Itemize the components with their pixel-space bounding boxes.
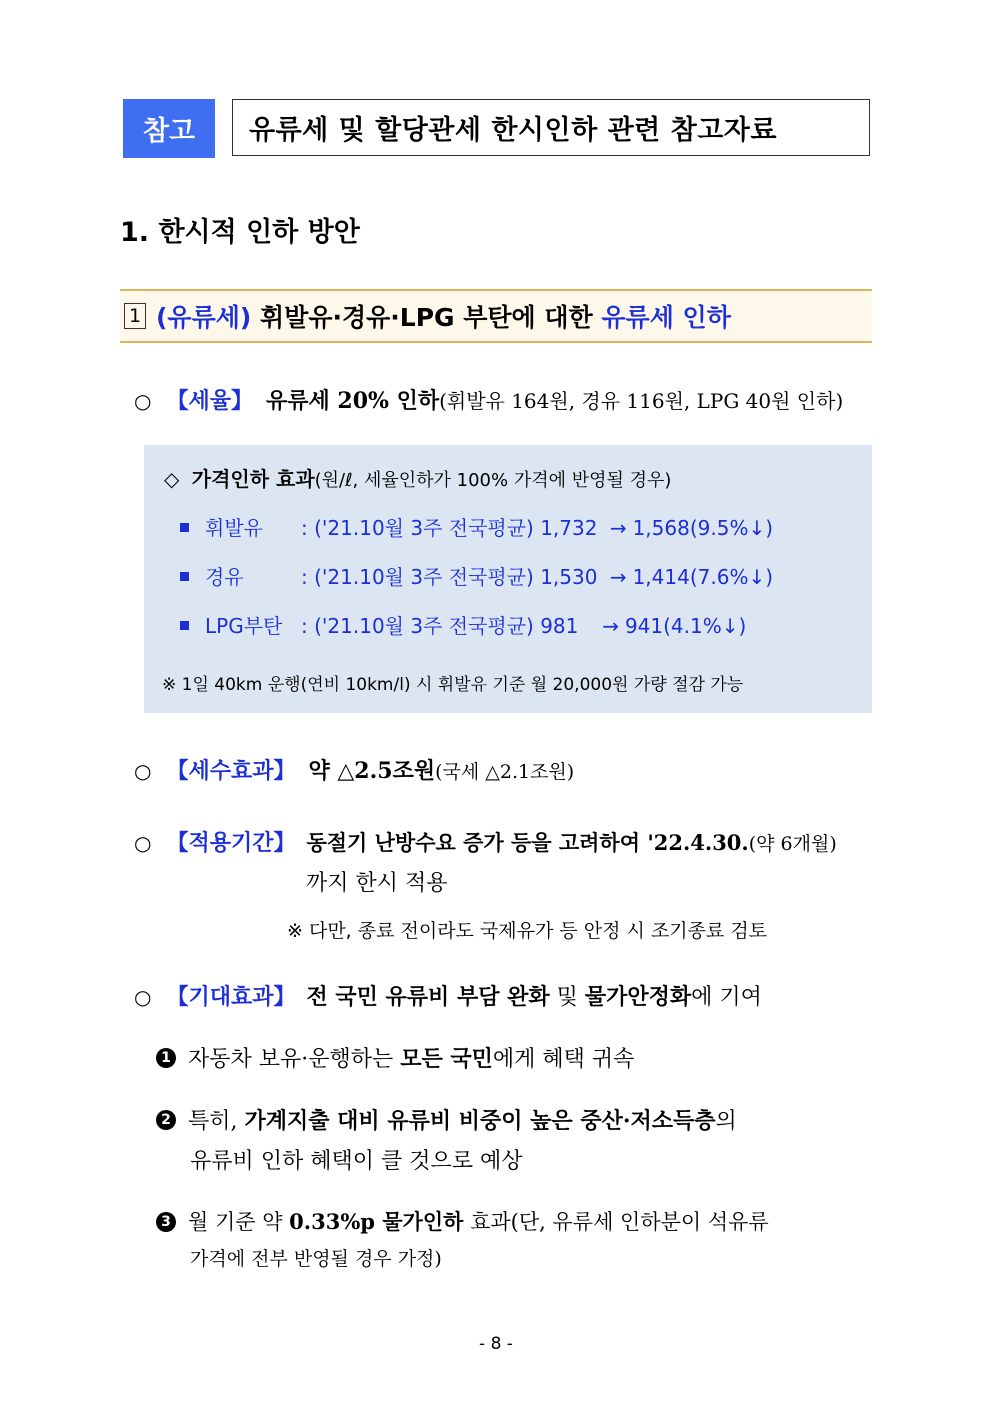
square-bullet-icon: [180, 572, 189, 581]
price-before: 1,530: [540, 565, 598, 589]
subsection-label-highlight: 유류세 인하: [601, 303, 731, 332]
price-before: 1,732: [540, 516, 598, 540]
fuel-name: LPG부탄: [205, 614, 283, 638]
expected-point-2-line-2: 유류비 인하 혜택이 클 것으로 예상: [190, 1149, 523, 1174]
period-line-2: 까지 한시 적용: [306, 871, 448, 896]
point-post: 효과(단, 유류세 인하분이 석유류: [463, 1210, 769, 1234]
diamond-icon: ◇: [164, 467, 180, 491]
expected-bold-1: 전 국민 유류비 부담 완화: [306, 984, 550, 1010]
period-note: ※ 다만, 종료 전이라도 국제유가 등 안정 시 조기종료 검토: [287, 920, 768, 942]
price-row-diesel: [180, 561, 773, 590]
square-bullet-icon: [180, 523, 189, 532]
expected-key: 【기대효과】: [166, 985, 296, 1010]
tax-rate-detail: (휘발유 164원, 경유 116원, LPG 40원 인하): [439, 389, 844, 413]
revenue-key: 【세수효과】: [166, 759, 296, 784]
price-effect-heading: [164, 463, 671, 492]
number-1-icon: 1: [156, 1048, 176, 1068]
bullet-circle: ○: [134, 831, 152, 855]
section-title: 1. 한시적 인하 방안: [120, 217, 360, 248]
price-period: ('21.10월 3주 전국평균): [314, 565, 534, 589]
point-bold: 가계지출 대비 유류비 비중이 높은 중산·저소득층: [244, 1108, 716, 1134]
subsection-number: 1: [124, 303, 146, 329]
number-2-icon: 2: [156, 1110, 176, 1130]
bullet-circle: ○: [134, 985, 152, 1009]
price-period: ('21.10월 3주 전국평균): [314, 516, 534, 540]
point-bold: 모든 국민: [400, 1046, 493, 1072]
price-effect-box: [144, 445, 872, 713]
period-key: 【적용기간】: [166, 831, 296, 856]
price-before: 981: [540, 614, 579, 638]
price-period: ('21.10월 3주 전국평균): [314, 614, 534, 638]
square-bullet-icon: [180, 621, 189, 630]
expected-point-3-line-2: 가격에 전부 반영될 경우 가정): [190, 1248, 442, 1270]
period-bold: 동절기 난방수요 증가 등을 고려하여 '22.4.30.: [306, 830, 749, 855]
expected-bold-2: 물가안정화: [584, 984, 692, 1010]
fuel-name: 경유: [205, 565, 244, 589]
period-line: [134, 826, 837, 857]
price-row-gasoline: [180, 512, 773, 541]
price-after: 1,414(7.6%↓): [632, 565, 774, 589]
point-bold: 0.33%p 물가인하: [289, 1209, 464, 1234]
separator: :: [301, 565, 308, 589]
bullet-circle: ○: [134, 389, 152, 413]
arrow-icon: →: [609, 516, 627, 540]
point-post: 의: [715, 1109, 737, 1134]
document-title-box: [232, 99, 870, 156]
expected-line: [134, 980, 762, 1011]
subsection-tag: (유류세): [156, 303, 252, 332]
reference-tag: 참고: [123, 99, 215, 158]
separator: :: [301, 614, 308, 638]
expected-point-2: [156, 1104, 737, 1135]
expected-mid: 및: [549, 985, 585, 1010]
arrow-icon: →: [602, 614, 619, 638]
expected-point-1: [156, 1042, 634, 1073]
point-pre: 자동차 보유·운행하는: [188, 1047, 401, 1072]
price-after: 1,568(9.5%↓): [632, 516, 774, 540]
price-effect-note: (원/ℓ, 세율인하가 100% 가격에 반영될 경우): [314, 470, 672, 491]
separator: :: [301, 516, 308, 540]
price-footnote: ※ 1일 40km 운행(연비 10km/l) 시 휘발유 기준 월 20,000원 가량 절감 가능: [162, 675, 744, 695]
period-detail: (약 6개월): [748, 833, 837, 855]
revenue-detail: (국세 △2.1조원): [435, 761, 575, 783]
expected-point-3: [156, 1206, 769, 1236]
subsection-bar: [120, 289, 872, 343]
price-row-lpg: [180, 610, 746, 639]
page-number: - 8 -: [479, 1334, 513, 1354]
price-effect-title: 가격인하 효과: [191, 467, 315, 491]
tax-rate-line: [134, 384, 843, 415]
point-post: 에게 혜택 귀속: [492, 1047, 635, 1072]
bullet-circle: ○: [134, 759, 152, 783]
subsection-label: 휘발유·경유·LPG 부탄에 대한: [251, 303, 602, 332]
number-3-icon: 3: [156, 1212, 176, 1232]
point-pre: 특히,: [188, 1109, 245, 1134]
point-pre: 월 기준 약: [188, 1210, 290, 1234]
tax-rate-key: 【세율】: [166, 389, 253, 414]
fuel-name: 휘발유: [205, 516, 263, 540]
document-title: 유류세 및 할당관세 한시인하 관련 참고자료: [249, 115, 777, 146]
price-after: 941(4.1%↓): [624, 614, 747, 638]
revenue-bold: 약 △2.5조원: [308, 758, 436, 784]
arrow-icon: →: [609, 565, 627, 589]
tax-rate-bold: 유류세 20% 인하: [265, 388, 440, 414]
revenue-line: [134, 754, 574, 785]
expected-end: 에 기여: [691, 985, 762, 1010]
